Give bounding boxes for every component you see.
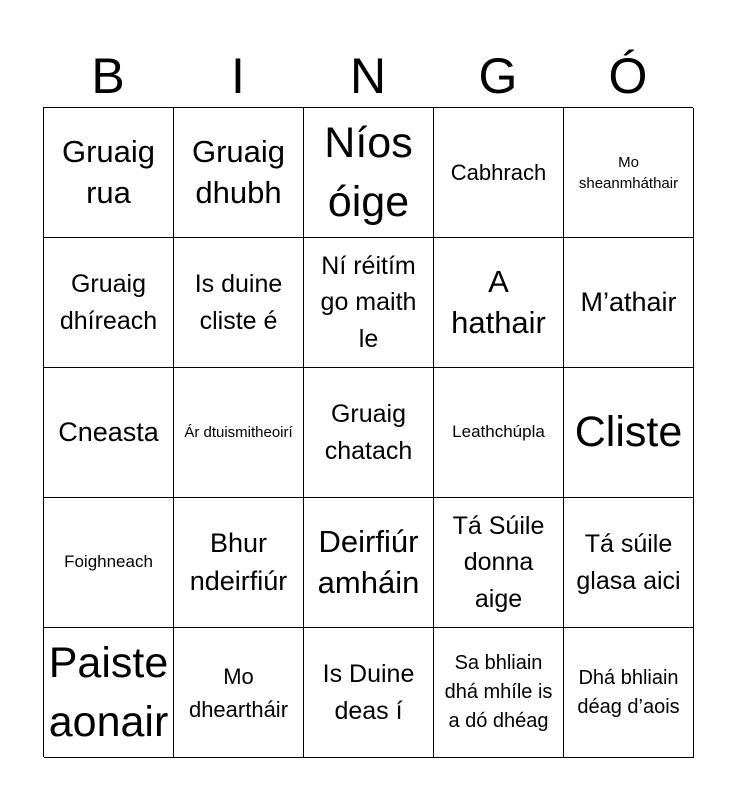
cell-text: M’athair <box>580 286 677 317</box>
header-letter-o: Ó <box>608 48 648 104</box>
bingo-cell[interactable] <box>174 238 304 368</box>
cell-text: Mo sheanmháthair <box>578 153 679 192</box>
cell-text: Cneasta <box>58 416 159 447</box>
cell-text: Tá súile glasa aici <box>576 530 681 595</box>
bingo-cell[interactable] <box>564 628 694 758</box>
cell-text: Mo dheartháir <box>188 663 289 722</box>
cell-text: Tá Súile donna aige <box>452 512 545 613</box>
cell-text: Cabhrach <box>450 160 547 185</box>
bingo-cell[interactable] <box>434 238 564 368</box>
bingo-cell[interactable] <box>44 628 174 758</box>
bingo-cell[interactable] <box>304 238 434 368</box>
bingo-board <box>43 107 693 757</box>
header-letter-b: B <box>91 48 125 104</box>
cell-text: Gruaig chatach <box>324 400 413 465</box>
bingo-cell[interactable] <box>174 368 304 498</box>
cell-text: Sa bhliain dhá mhíle is a dó dhéag <box>444 652 553 732</box>
cell-text: Ár dtuismitheoirí <box>184 424 293 441</box>
cell-text: Leathchúpla <box>452 422 545 442</box>
bingo-cell[interactable] <box>434 368 564 498</box>
cell-text: Is duine cliste é <box>194 270 283 335</box>
bingo-cell[interactable] <box>564 238 694 368</box>
bingo-cell[interactable] <box>174 628 304 758</box>
bingo-cell[interactable] <box>44 368 174 498</box>
bingo-cell[interactable] <box>304 628 434 758</box>
bingo-cell[interactable] <box>174 108 304 238</box>
bingo-header <box>43 44 693 108</box>
cell-text: Níos óige <box>324 119 413 226</box>
cell-text: Is Duine deas í <box>322 660 415 725</box>
bingo-cell[interactable] <box>564 498 694 628</box>
bingo-cell[interactable] <box>174 498 304 628</box>
bingo-cell[interactable] <box>44 238 174 368</box>
cell-text: Ní réitím go maith le <box>320 252 417 353</box>
bingo-cell[interactable] <box>434 628 564 758</box>
cell-text: Foighneach <box>64 552 153 572</box>
bingo-cell[interactable] <box>304 498 434 628</box>
bingo-cell[interactable] <box>304 368 434 498</box>
bingo-cell[interactable] <box>434 108 564 238</box>
header-letter-n: N <box>349 48 387 104</box>
cell-text: A hathair <box>451 264 546 340</box>
bingo-cell[interactable] <box>44 498 174 628</box>
cell-text: Gruaig dhíreach <box>59 270 158 335</box>
header-letter-g: G <box>478 48 518 104</box>
cell-text: Deirfiúr amháin <box>317 524 420 600</box>
bingo-cell[interactable] <box>564 108 694 238</box>
bingo-cell[interactable] <box>304 108 434 238</box>
bingo-cell[interactable] <box>434 498 564 628</box>
cell-text: Bhur ndeirfiúr <box>189 528 288 596</box>
bingo-cell[interactable] <box>44 108 174 238</box>
bingo-cell[interactable] <box>564 368 694 498</box>
cell-text: Gruaig dhubh <box>191 134 286 210</box>
header-letter-i: I <box>231 48 245 104</box>
cell-text: Paiste aonair <box>48 639 169 746</box>
cell-text: Cliste <box>574 408 683 457</box>
cell-text: Dhá bhliain déag d’aois <box>577 666 680 718</box>
cell-text: Gruaig rua <box>61 134 156 210</box>
